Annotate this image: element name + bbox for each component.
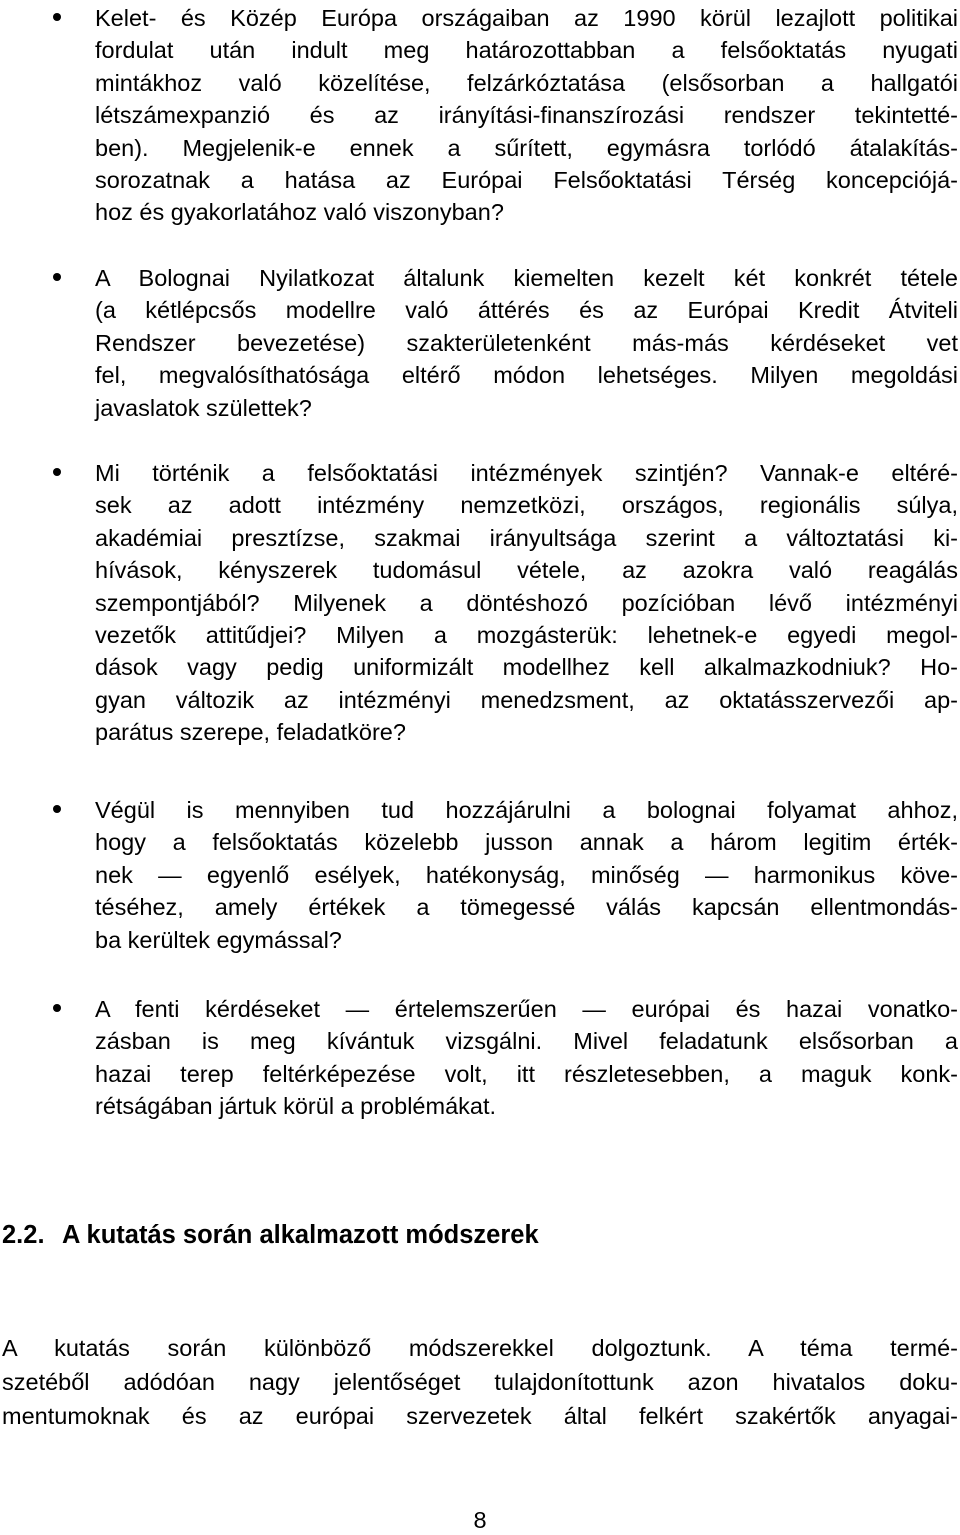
text-line: javaslatok születtek? — [95, 394, 312, 421]
text-line: gyan változik az intézményi menedzsment, az oktatásszervezői ap- — [95, 686, 958, 713]
text-line: (a kétlépcsős modellre való áttérés és az Európai Kredit Átviteli — [95, 297, 958, 324]
bullet-dot-icon — [53, 805, 61, 813]
text-line: A Bolognai Nyilatkozat általunk kiemelten kezelt két konkrét tétele — [95, 265, 958, 291]
text-line: mentumoknak és az európai szervezetek által felkért szakértők anyagai- — [2, 1403, 958, 1429]
text-line: rétságában jártuk körül a problémákat. — [95, 1093, 497, 1120]
bullet-dot-icon — [53, 13, 61, 21]
text-line: Végül is mennyiben tud hozzájárulni a bolognai folyamat ahhoz, — [95, 797, 958, 823]
section-title: A kutatás során alkalmazott módszerek — [62, 1221, 539, 1249]
text-line: vezetők attitűdjei? Milyen a mozgásterük: lehetnek-e egyedi megol- — [95, 621, 958, 648]
bullet-dot-icon — [53, 273, 61, 281]
bullet-paragraph-3 — [95, 457, 958, 749]
text-line: fel, megvalósíthatósága eltérő módon lehetséges. Milyen megoldási — [95, 362, 958, 389]
text-line: sorozatnak a hatása az Európai Felsőoktatási Térség koncepciójá- — [95, 166, 958, 193]
bullet-paragraph-5 — [95, 993, 958, 1123]
text-line: ben). Megjelenik-e ennek a sűrített, egymásra torlódó átalakítás- — [95, 134, 958, 161]
text-line: szetéből adódóan nagy jelentőséget tulajdonítottunk azon hivatalos doku- — [2, 1369, 958, 1395]
text-line: akadémiai presztízse, szakmai irányultsága szerint a változtatási ki- — [95, 524, 958, 551]
bullet-dot-icon — [53, 1004, 61, 1012]
text-line: hazai terep feltérképezése volt, itt részletesebben, a maguk konk- — [95, 1060, 958, 1087]
section-heading — [2, 1218, 539, 1252]
body-paragraph — [2, 1332, 958, 1434]
text-line: Mi történik a felsőoktatási intézmények szintjén? Vannak-e eltéré- — [95, 460, 958, 486]
text-line: sek az adott intézmény nemzetközi, országos, regionális súlya, — [95, 492, 958, 519]
text-line: hívások, kényszerek tudomásul vétele, az azokra való reagálás — [95, 557, 958, 584]
text-line: dások vagy pedig uniformizált modellhez kell alkalmazkodniuk? Ho- — [95, 654, 958, 681]
text-line: Kelet- és Közép Európa országaiban az 1990 körül lezajlott politikai — [95, 5, 958, 31]
section-number: 2.2. — [2, 1221, 45, 1249]
text-line: nek — egyenlő esélyek, hatékonyság, minőség — harmonikus köve- — [95, 861, 958, 888]
bullet-dot-icon — [53, 468, 61, 476]
text-line: fordulat után indult meg határozottabban a felsőoktatás nyugati — [95, 37, 958, 64]
text-line: A kutatás során különböző módszerekkel dolgoztunk. A téma termé- — [2, 1335, 958, 1361]
bullet-paragraph-4 — [95, 794, 958, 956]
text-line: Rendszer bevezetése) szakterületenként más-más kérdéseket vet — [95, 329, 958, 356]
text-line: hoz és gyakorlatához való viszonyban? — [95, 199, 504, 226]
page-number: 8 — [473, 1507, 487, 1533]
text-line: szempontjából? Milyenek a döntéshozó pozícióban lévő intézményi — [95, 589, 958, 616]
text-line: téséhez, amely értékek a tömegessé válás kapcsán ellentmondás- — [95, 894, 958, 921]
bullet-paragraph-1 — [95, 2, 958, 229]
bullet-paragraph-2 — [95, 262, 958, 424]
text-line: A fenti kérdéseket — értelemszerűen — európai és hazai vonatko- — [95, 996, 958, 1022]
text-line: parátus szerepe, feladatköre? — [95, 719, 406, 746]
text-line: ba kerültek egymással? — [95, 926, 342, 953]
text-line: zásban is meg kívántuk vizsgálni. Mivel feladatunk elsősorban a — [95, 1028, 958, 1055]
text-line: létszámexpanzió és az irányítási-finanszírozási rendszer tekintetté- — [95, 102, 958, 129]
text-line: hogy a felsőoktatás közelebb jusson annak a három legitim érték- — [95, 829, 958, 856]
text-line: mintákhoz való közelítése, felzárkóztatása (elsősorban a hallgatói — [95, 69, 958, 96]
